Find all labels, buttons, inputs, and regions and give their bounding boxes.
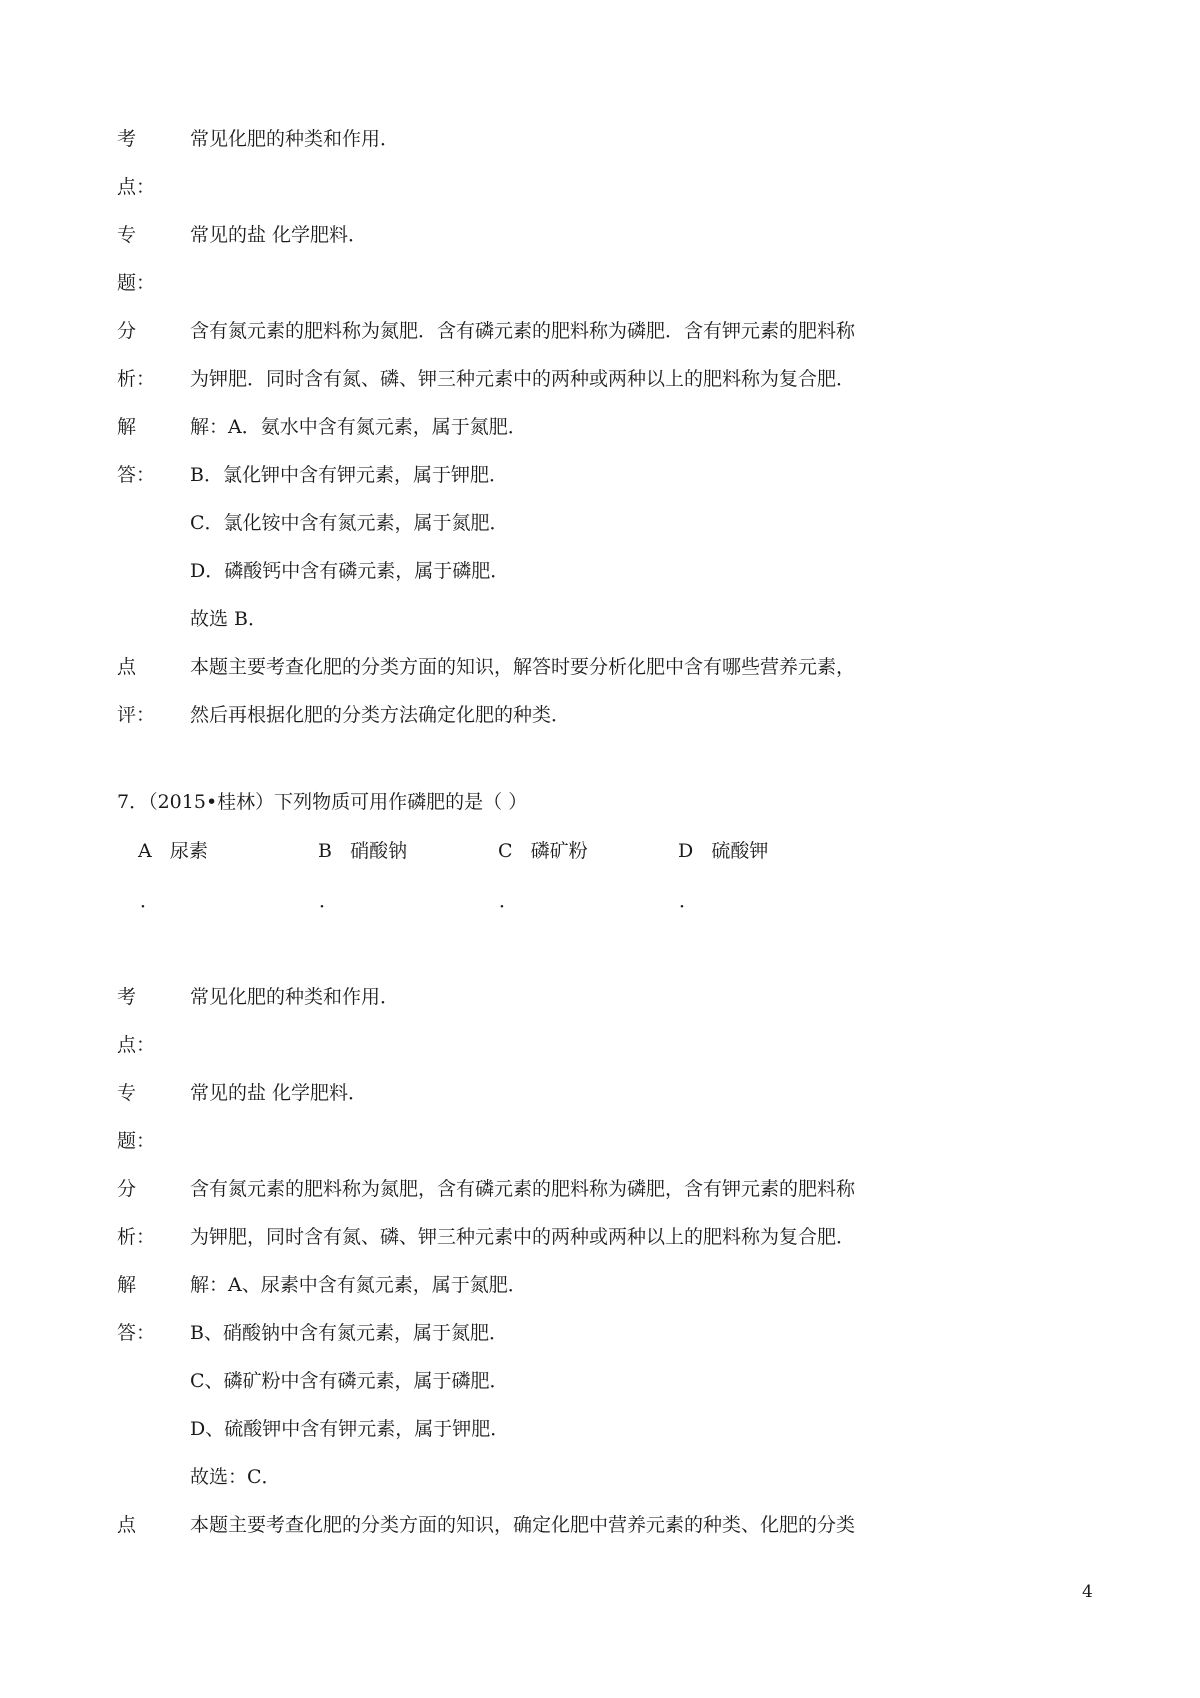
label-dianping-1: 点 <box>117 1514 137 1536</box>
dianping-line: 然后再根据化肥的分类方法确定化肥的种类． <box>190 704 571 726</box>
label-jieda-1: 解 <box>117 1274 137 1296</box>
option-text: 尿素 <box>169 840 208 862</box>
option-b <box>318 838 407 864</box>
dianping-line: 本题主要考查化肥的分类方面的知识，确定化肥中营养元素的种类、化肥的分类 <box>190 1514 856 1536</box>
jieda-line: D、硫酸钾中含有钾元素，属于钾肥． <box>190 1418 510 1440</box>
jieda-line: C、磷矿粉中含有磷元素，属于磷肥． <box>190 1370 509 1392</box>
fenxi-line: 含有氮元素的肥料称为氮肥，含有磷元素的肥料称为磷肥，含有钾元素的肥料称 <box>190 1178 856 1200</box>
option-dot: ． <box>499 890 519 912</box>
option-dot: ． <box>319 890 339 912</box>
label-jieda-1: 解 <box>117 416 137 438</box>
fenxi-line: 含有氮元素的肥料称为氮肥．含有磷元素的肥料称为磷肥．含有钾元素的肥料称 <box>190 320 856 342</box>
option-c <box>498 838 588 864</box>
question-stem: 7．（2015•桂林）下列物质可用作磷肥的是（ ） <box>117 791 528 813</box>
jieda-line: C．氯化铵中含有氮元素，属于氮肥． <box>190 512 509 534</box>
page-number: 4 <box>1082 1582 1093 1602</box>
jieda-line: B．氯化钾中含有钾元素，属于钾肥． <box>190 464 508 486</box>
jieda-line: 解：A、尿素中含有氮元素，属于氮肥． <box>190 1274 527 1296</box>
label-dianping-1: 点 <box>117 656 137 678</box>
option-text: 硝酸钠 <box>350 840 408 862</box>
option-a <box>138 838 208 864</box>
label-fenxi-1: 分 <box>117 320 137 342</box>
label-fenxi-2: 析： <box>117 368 156 390</box>
label-zhuanti-1: 专 <box>117 1082 137 1104</box>
jieda-line: 故选：C． <box>190 1466 281 1488</box>
option-letter: A <box>138 840 152 862</box>
option-letter: B <box>318 840 332 862</box>
label-fenxi-1: 分 <box>117 1178 137 1200</box>
option-dot: ． <box>140 890 160 912</box>
dianping-line: 本题主要考查化肥的分类方面的知识，解答时要分析化肥中含有哪些营养元素， <box>190 656 856 678</box>
label-zhuanti-2: 题： <box>117 272 156 294</box>
kaodian-text: 常见化肥的种类和作用． <box>190 128 400 150</box>
option-letter: C <box>498 840 513 862</box>
jieda-line: 故选 B． <box>190 608 268 630</box>
label-jieda-2: 答： <box>117 464 156 486</box>
jieda-line: B、硝酸钠中含有氮元素，属于氮肥． <box>190 1322 508 1344</box>
option-text: 磷矿粉 <box>530 840 588 862</box>
label-zhuanti-2: 题： <box>117 1130 156 1152</box>
fenxi-line: 为钾肥．同时含有氮、磷、钾三种元素中的两种或两种以上的肥料称为复合肥． <box>190 368 856 390</box>
label-kaodian-2: 点： <box>117 1034 156 1056</box>
label-jieda-2: 答： <box>117 1322 156 1344</box>
label-dianping-2: 评： <box>117 704 156 726</box>
label-kaodian-1: 考 <box>117 986 137 1008</box>
jieda-line: D．磷酸钙中含有磷元素，属于磷肥． <box>190 560 510 582</box>
option-dot: ． <box>679 890 699 912</box>
kaodian-text: 常见化肥的种类和作用． <box>190 986 400 1008</box>
option-letter: D <box>678 840 694 862</box>
jieda-line: 解：A．氨水中含有氮元素，属于氮肥． <box>190 416 527 438</box>
option-text: 硫酸钾 <box>711 840 769 862</box>
label-zhuanti-1: 专 <box>117 224 137 246</box>
label-kaodian-2: 点： <box>117 176 156 198</box>
option-d <box>678 838 768 864</box>
zhuanti-text: 常见的盐 化学肥料． <box>190 224 368 246</box>
label-fenxi-2: 析： <box>117 1226 156 1248</box>
label-kaodian-1: 考 <box>117 128 137 150</box>
zhuanti-text: 常见的盐 化学肥料． <box>190 1082 368 1104</box>
fenxi-line: 为钾肥，同时含有氮、磷、钾三种元素中的两种或两种以上的肥料称为复合肥． <box>190 1226 856 1248</box>
